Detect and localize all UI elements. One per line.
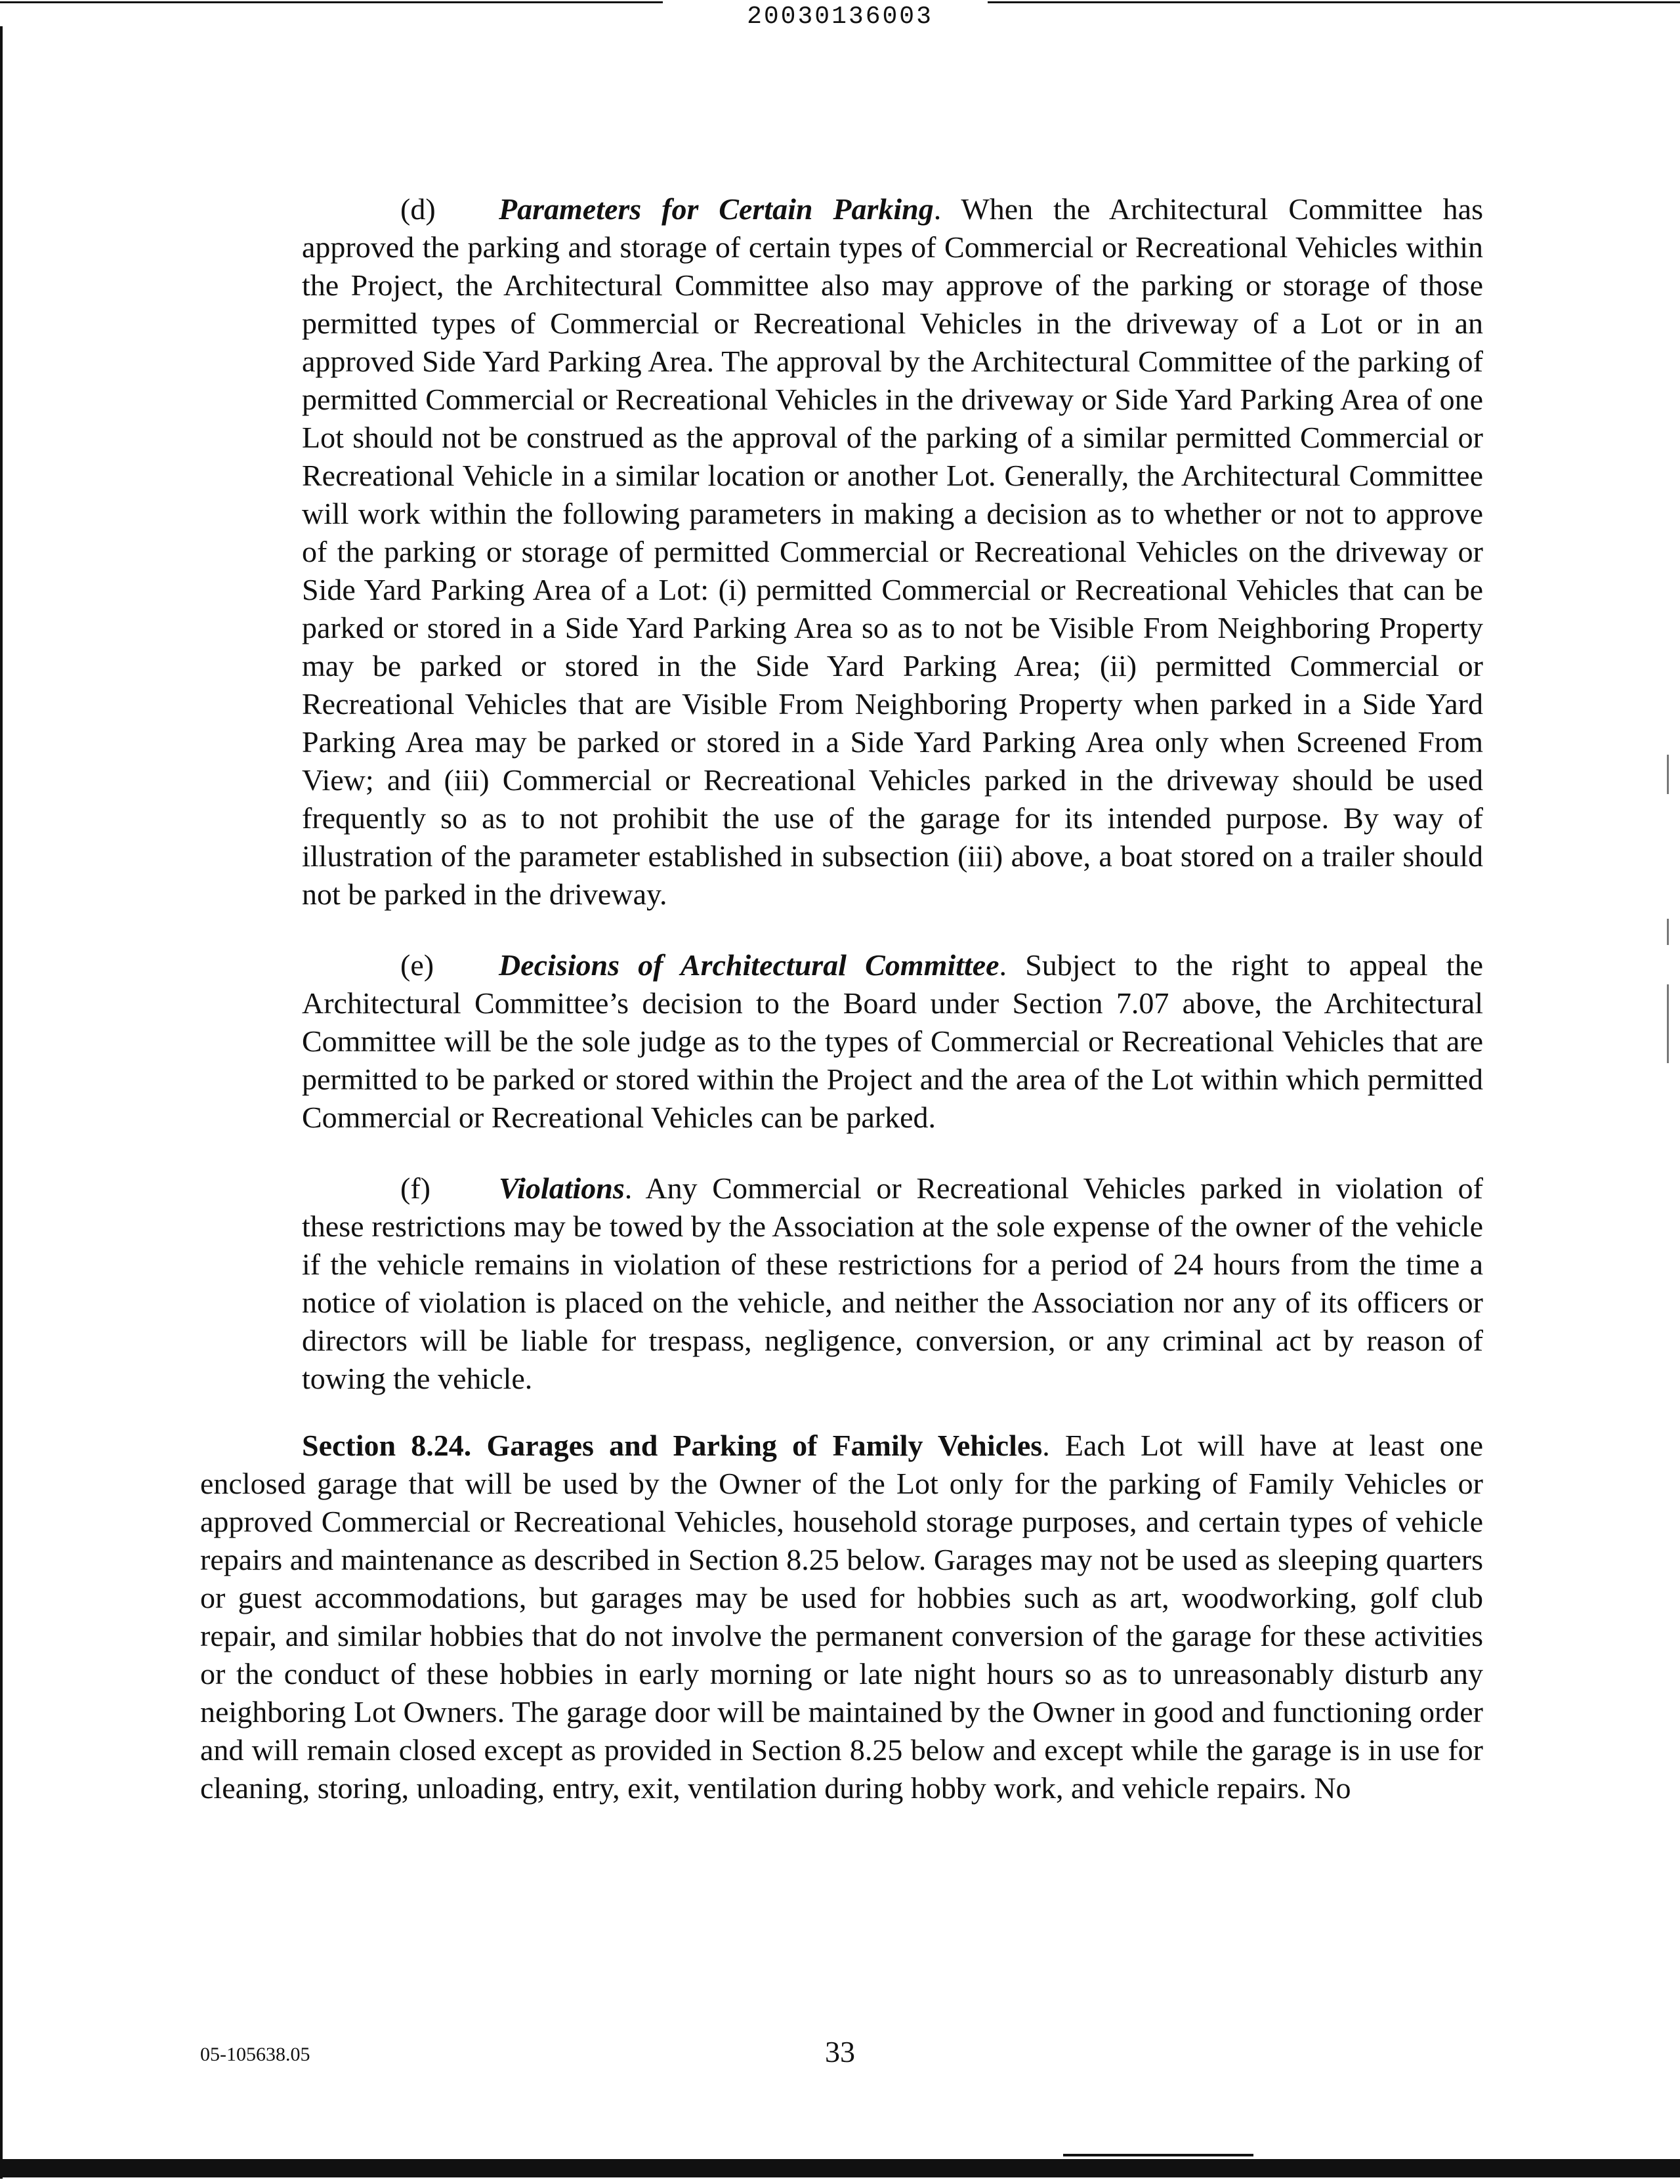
paragraph-d <box>302 190 1483 914</box>
paragraph-d-marker: (d) <box>400 192 436 226</box>
section-8-24-heading: Section 8.24. Garages and Parking of Family Vehicles <box>302 1429 1043 1462</box>
paragraph-f <box>302 1169 1483 1398</box>
paragraph-e-heading: Decisions of Architectural Committee <box>499 948 999 982</box>
page-number: 33 <box>825 2035 855 2068</box>
document-number: 20030136003 <box>747 3 933 31</box>
section-8-24 <box>200 1427 1483 1807</box>
scan-artifact-tick <box>1667 755 1669 794</box>
scan-bottom-edge <box>0 2159 1680 2177</box>
document-body <box>0 190 1680 1807</box>
paragraph-d-body: . When the Architectural Committee has approved the parking and storage of certain types of Commercial or Recreational Vehicles within the Project, the Architectural Committee also may approve of the parking or storage of those permitted types of Commercial or Recreational Vehicles in the driveway of a Lot or in an approved Side Yard Parking Area. The approval by the Architectural Committee of the parking of permitted Commercial or Recreational Vehicles in the driveway or Side Yard Parking Area of one Lot should not be construed as the approval of the parking of a similar permitted Commercial or Recreational Vehicle in a similar location or another Lot. Generally, the Architectural Committee will work within the following parameters in making a decision as to whether or not to approve of the parking or storage of permitted Commercial or Recreational Vehicles on the driveway or Side Yard Parking Area of a Lot: (i) permitted Commercial or Recreational Vehicles that can be parked or stored in a Side Yard Parking Area so as to not be Visible From Neighboring Property may be parked or stored in the Side Yard Parking Area; (ii) permitted Commercial or Recreational Vehicles that are Visible From Neighboring Property when parked in a Side Yard Parking Area may be parked or stored in a Side Yard Parking Area only when Screened From View; and (iii) Commercial or Recreational Vehicles parked in the driveway should be used frequently so as to not prohibit the use of the garage for its intended purpose. By way of illustration of the parameter established in subsection (iii) above, a boat stored on a trailer should not be parked in the driveway. <box>302 192 1483 911</box>
paragraph-e-marker: (e) <box>400 948 434 982</box>
section-8-24-body: . Each Lot will have at least one enclosed garage that will be used by the Owner of the Lot only for the parking of Family Vehicles or approved Commercial or Recreational Vehicles, household storage purposes, and certain types of vehicle repairs and maintenance as described in Section 8.25 below. Garages may not be used as sleeping quarters or guest accommodations, but garages may be used for hobbies such as art, woodworking, golf club repair, and similar hobbies that do not involve the permanent conversion of the garage for these activities or the conduct of these hobbies in early morning or late night hours so as to unreasonably disturb any neighboring Lot Owners. The garage door will be maintained by the Owner in good and functioning order and will remain closed except as provided in Section 8.25 below and except while the garage is in use for cleaning, storing, unloading, entry, exit, ventilation during hobby work, and vehicle repairs. No <box>200 1429 1483 1805</box>
paragraph-f-heading: Violations <box>499 1171 625 1205</box>
paragraph-f-marker: (f) <box>400 1171 430 1205</box>
paragraph-e <box>302 946 1483 1137</box>
page-header <box>0 0 1680 31</box>
paragraph-e-body: . Subject to the right to appeal the Architectural Committee’s decision to the Board under Section 7.07 above, the Architectural Committee will be the sole judge as to the types of Commercial or Recreational Vehicles that are permitted to be parked or stored within the Project and the area of the Lot within which permitted Commercial or Recreational Vehicles can be parked. <box>302 948 1483 1134</box>
paragraph-f-body: . Any Commercial or Recreational Vehicles parked in violation of these restrictions may be towed by the Association at the sole expense of the owner of the vehicle if the vehicle remains in violation of these restrictions for a period of 24 hours from the time a notice of violation is placed on the vehicle, and neither the Association nor any of its officers or directors will be liable for trespass, negligence, conversion, or any criminal act by reason of towing the vehicle. <box>302 1171 1483 1395</box>
scan-artifact-tick <box>1667 919 1669 945</box>
scan-artifact-tick <box>1667 984 1669 1063</box>
scan-bottom-rule-thin <box>1063 2154 1253 2156</box>
footer-document-id: 05-105638.05 <box>200 2044 310 2065</box>
paragraph-d-heading: Parameters for Certain Parking <box>499 192 934 226</box>
